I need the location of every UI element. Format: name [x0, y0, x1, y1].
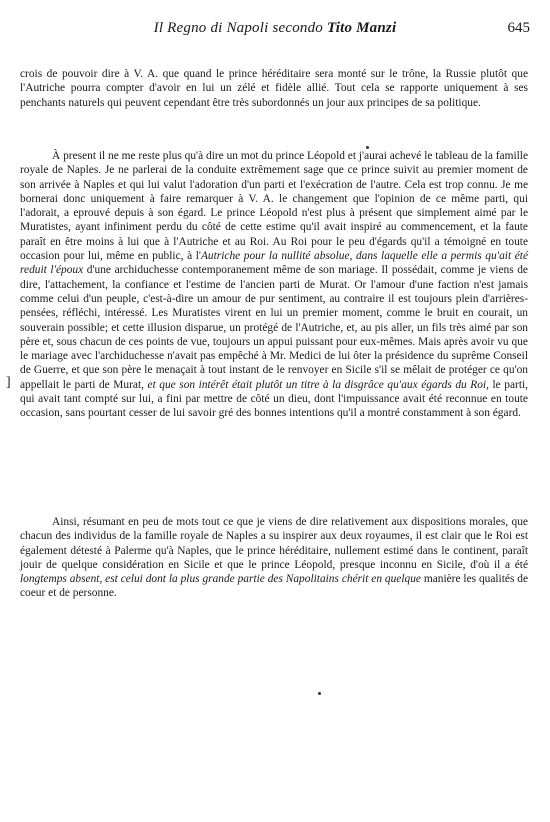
- italic-text-run: Autriche pour la nullité absolue, dans laquelle elle a permis qu'ait été reduit l'époux: [20, 250, 529, 277]
- text-run: À present il ne me reste plus qu'à dire un mot du prince Léopold et j'aurai achevé le tableau de la famille royale de Naples. Je ne parlerai de la conduite extrêmement sage que ce prince suivit au premier moment de son arrivée à Naples et qui lui valut l'adoration d'un parti et l'exécration de l'autre. Cela est trop connu. Je me bornerai donc uniquement à faire remarquer à V. A. le changement que l'opinion de ce même parti, qui l'adorait, a eprouvé depuis à son égard. Le prince Léopold n'est plus à présent que simplement aimé par le Muratistes, ayant infiniment perdu du côté de cette estime qu'il avait inspiré au commencement, et la faute paraît en être moins à lui que à l'Autriche et au Roi. Au Roi pour le peu d'égards qu'il a témoigné en toute occasion pour lui, même en public, à l': [20, 150, 528, 263]
- page-number: 645: [507, 20, 530, 36]
- italic-text-run: longtemps absent, est celui dont la plus grande partie des Napolitains chérit en quelque: [20, 573, 421, 586]
- ink-speck: [318, 692, 321, 695]
- italic-text-run: et que son intérêt était plutôt un titre à la disgrâce qu'aux égards du Roi,: [147, 378, 489, 391]
- running-title-author: Tito Manzi: [326, 20, 397, 36]
- text-run: crois de pouvoir dire à V. A. que quand le prince héréditaire sera monté sur le trône, la Russie plutôt que l'Autriche pourra compter d'avoir en lui un zélé et fidèle allié. Tout cela se rapporte uniquement à ses penchants naturels qui peuvent cependant être très subordonnés un jour aux principes de sa politique.: [20, 68, 528, 109]
- paragraph-3: [20, 515, 528, 601]
- text-run: d'une archiduchesse contemporanement même de son mariage. Il possédait, comme je viens de dire, l'attachement, la confiance et l'estime de l'ancien parti de Murat. Or l'amour d'une faction n'est jamais comme celui d'un peuple, c'est-à-dire un amour de pur sentiment, au contraire il est toujours plein d'arrières-pensées, réfléchi, intéressé. Les Muratistes virent en lui un premier moment, comme le bruit en courait, un souverain possible; et cette illusion disparue, un protégé de l'Autriche, et, au pis aller, un fils très aimé par son père et, sous chacun de ces points de vue, toujours un appui puissant pour eux-mêmes. Mais après avoir vu que le mariage avec l'archiduchesse n'avait pas empêché à Mr. Medici de lui ôter la présidence du suprême Conseil de Guerre, et que son père le menaçait à tout instant de le renvoyer en Sicile s'il se mêlait de protéger ce qu'on appellait le parti de Murat,: [20, 264, 528, 391]
- text-run: manière les qualités de coeur et de personne.: [20, 573, 529, 600]
- paragraph-text: [20, 149, 528, 421]
- paragraph-2: [20, 149, 528, 421]
- running-title-text: Il Regno di Napoli secondo: [153, 20, 327, 36]
- paragraph-text: [20, 515, 528, 601]
- paragraph-1: [20, 67, 528, 110]
- running-head: [20, 20, 530, 42]
- margin-mark: ]: [6, 375, 11, 390]
- paragraph-text: [20, 67, 528, 110]
- text-run: Ainsi, résumant en peu de mots tout ce que je viens de dire relativement aux dispositions morales, que chacun des individus de la famille royale de Naples a su inspirer aux deux royaumes, il est clair que le Roi est également détesté à Palerme qu'à Naples, que le prince héréditaire, nullement estimé dans le continent, paraît jouir de quelque considération en Sicile et que le prince Léopold, presque inconnu en Sicile, d'où il a été: [20, 516, 528, 571]
- text-run: le parti, qui avait tant compté sur lui, a fini par mettre de côté un dieu, dont l'impuissance avait été reconnue en toute occasion, sans pourtant cesser de lui savoir gré des bonnes intentions qu'il a montré constamment à son égard.: [20, 378, 528, 420]
- running-title: [20, 20, 530, 37]
- ink-speck: [366, 146, 369, 149]
